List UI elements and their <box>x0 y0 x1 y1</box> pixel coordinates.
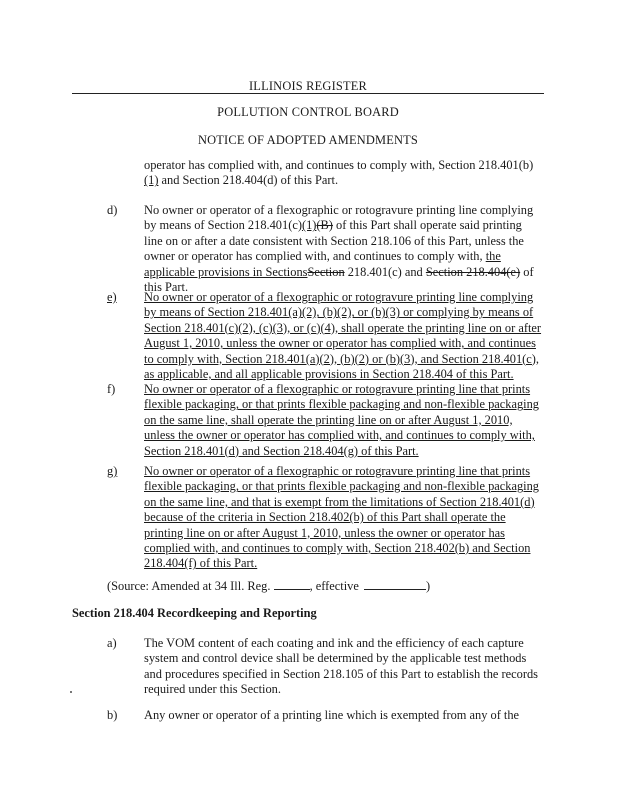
date-blank <box>364 578 426 590</box>
inserted-text: (1) <box>301 218 317 233</box>
source-close: ) <box>425 579 431 593</box>
subsection-label-g: g) <box>107 464 118 478</box>
struck-text: (B) <box>316 218 333 233</box>
subsection-d-text-1: No owner or operator of a flexographic or rotogravure printing line complying by means of Section 218.401(c) <box>144 203 534 233</box>
subsection-d-text-2: of this Part shall operate said printing line on or after a date consistent with Section 218.106 of this Part, unless the owner or operator has complied with, and continues to comply with, <box>144 218 524 264</box>
continuation-text: operator has complied with, and continues to comply with, Section 218.401(b) <box>144 158 534 172</box>
volume-blank <box>274 578 310 590</box>
source-effective: , effective <box>309 579 362 593</box>
subsection-g: No owner or operator of a flexographic or rotogravure printing line that prints flexible packaging, or that prints flexible packaging and non-flexible packaging on the same line, and that is exempt from the limitations of Section 218.401(d) because of the criteria in Section 218.402(b) of this Part shall operate the printing line on or after August 1, 2010, unless the owner or operator has complied with, and continues to comply with, Section 218.402(b) and Section 218.404(f) of this Part. <box>144 464 539 571</box>
subsection-label-e: e) <box>107 290 117 304</box>
subsection-d <box>144 203 542 295</box>
continuation-text-end: and Section 218.404(d) of this Part. <box>158 173 339 188</box>
board-title: POLLUTION CONTROL BOARD <box>217 105 399 119</box>
section-heading: Section 218.404 Recordkeeping and Reporting <box>72 606 317 620</box>
subsection-label-f: f) <box>107 382 116 396</box>
subsection-label-d: d) <box>107 203 118 217</box>
subsection-e: No owner or operator of a flexographic or rotogravure printing line complying by means of Section 218.401(a)(2), (b)(2), or (b)(3) or complying by means of Section 218.401(c)(2), (c)(3), or (c)(4), shall operate the printing line on or after August 1, 2010, unless the owner or operator has complied with, and continues to comply with, Section 218.401(a)(2), (b)(2) or (b)(3), and Section 218.401(c), as applicable, and all applicable provisions in Section 218.404 of this Part. <box>144 290 542 382</box>
margin-speck <box>70 691 72 693</box>
source-text: (Source: Amended at 34 Ill. Reg. <box>107 579 274 593</box>
subsection-a: The VOM content of each coating and ink and the efficiency of each capture system and control device shall be determined by the applicable test methods and procedures specified in Section 218.105 of this Part to establish the records required under this Section. <box>144 636 538 697</box>
subsection-b: Any owner or operator of a printing line which is exempted from any of the <box>144 708 520 722</box>
source-note <box>107 578 430 594</box>
inserted-text: the applicable provisions in Sections <box>144 249 501 279</box>
struck-text: Section 218.404(e) <box>425 264 521 279</box>
inserted-text: (1) <box>144 173 159 188</box>
subsection-label-b: b) <box>107 708 118 722</box>
subsection-d-text-3: 218.401(c) and <box>344 264 426 279</box>
continuation-paragraph <box>144 158 542 189</box>
subsection-label-a: a) <box>107 636 117 650</box>
register-header: ILLINOIS REGISTER <box>72 79 544 94</box>
struck-text: Section <box>307 264 345 279</box>
subsection-f: No owner or operator of a flexographic or rotogravure printing line that prints flexible packaging, or that prints flexible packaging and non-flexible packaging on the same line, shall operate the printing line on or after August 1, 2010, unless the owner or operator has complied with, and continues to comply with, Section 218.401(d) and Section 218.404(g) of this Part. <box>144 382 539 458</box>
notice-title: NOTICE OF ADOPTED AMENDMENTS <box>197 133 419 147</box>
subsection-d-text-4: of this Part. <box>144 264 534 295</box>
